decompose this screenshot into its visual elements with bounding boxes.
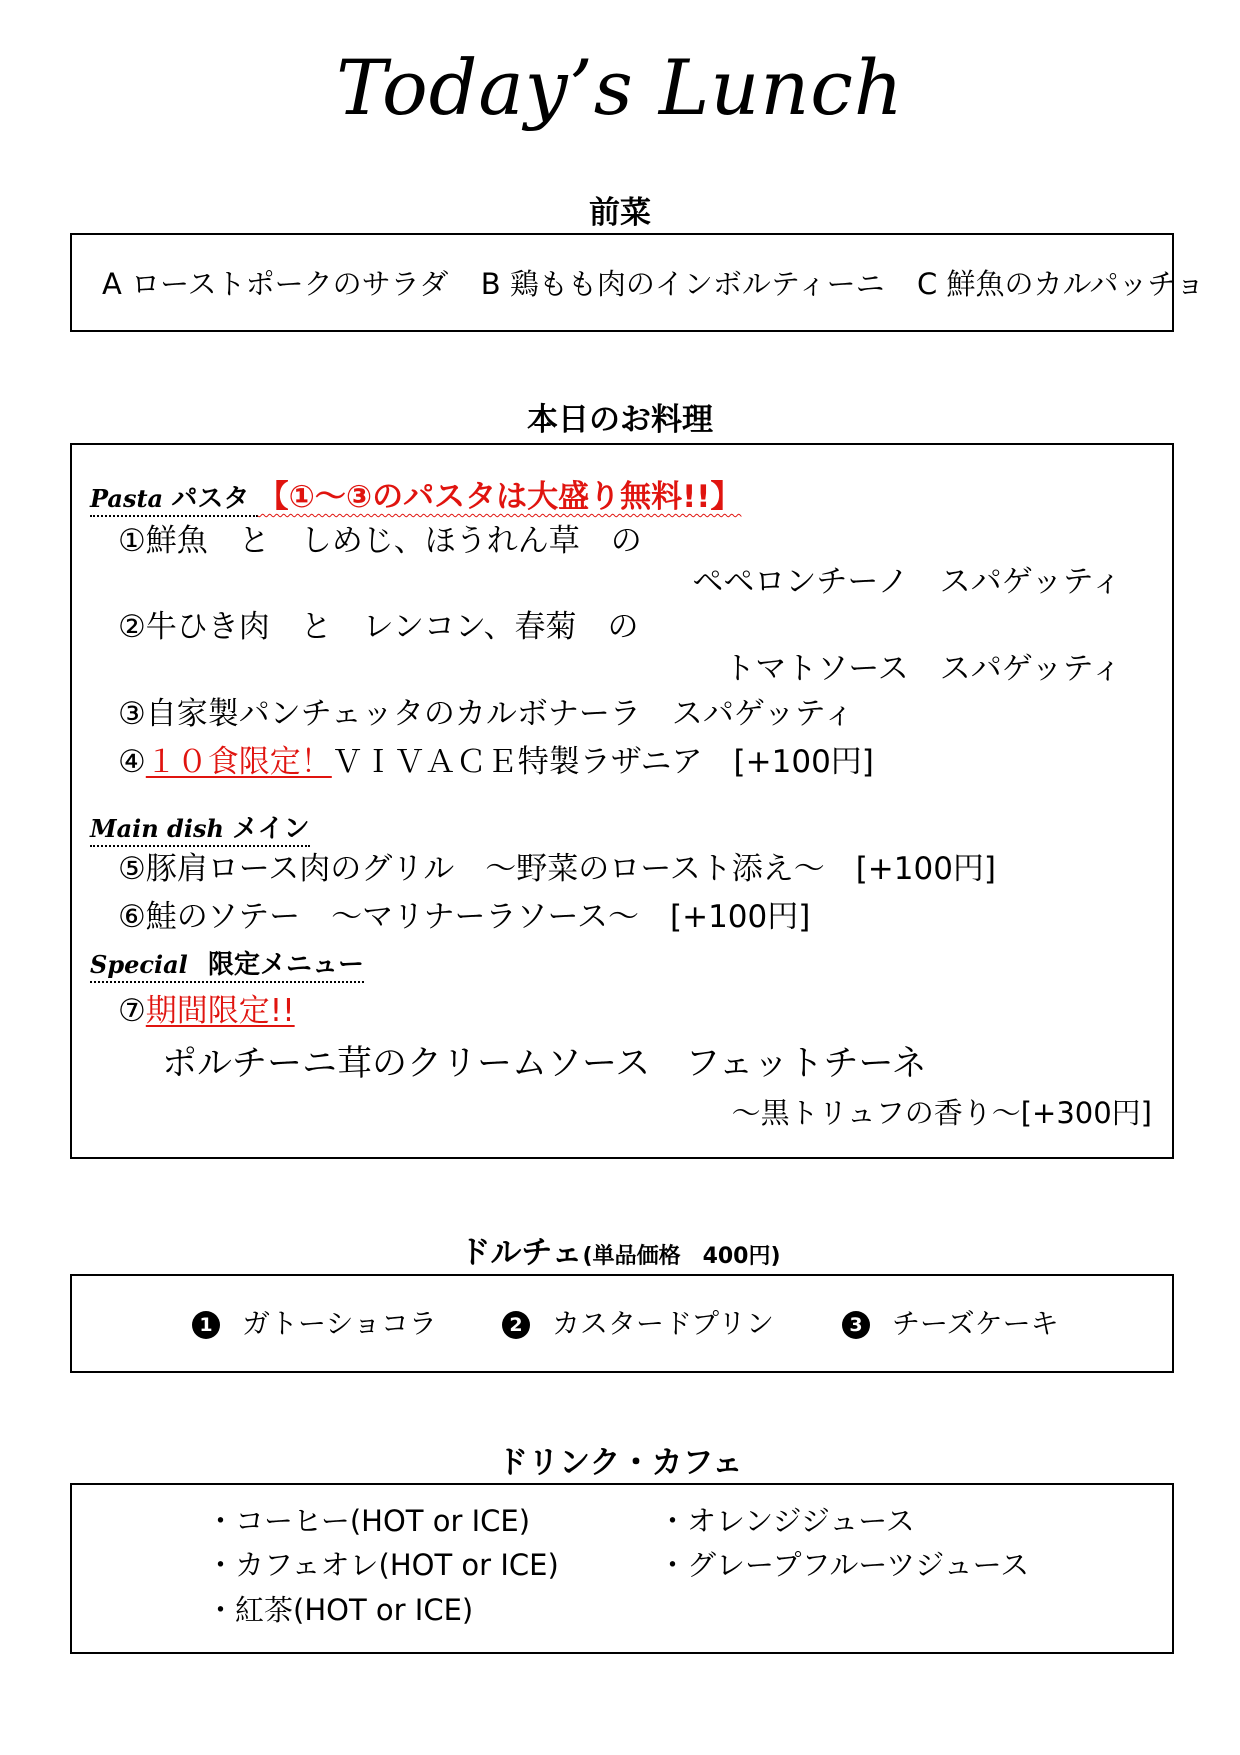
item-number: ①: [118, 523, 146, 559]
menu-item-4: [118, 742, 874, 782]
special-category-en: Special: [90, 950, 188, 979]
item-name: 鮭のソテー ～マリナーラソース～ [+100円]: [145, 899, 811, 935]
drinks-heading: ドリンク・カフェ: [497, 1445, 743, 1481]
page-title: Today’s Lunch: [336, 43, 904, 132]
main-category-ja: メイン: [232, 814, 310, 844]
pasta-category-ja: パスタ: [171, 484, 250, 514]
drinks-box: [70, 1483, 1174, 1654]
special-item-name: ポルチーニ茸のクリームソース フェットチーネ: [162, 1044, 927, 1084]
number-3-icon: 3: [842, 1311, 870, 1339]
dolce-price-note: (単品価格 400円): [582, 1244, 781, 1269]
dolce-heading: ドルチェ: [459, 1235, 583, 1271]
menu-item-6: [118, 897, 810, 937]
menu-item-7: [118, 991, 295, 1031]
drink-item: ・カフェオレ(HOT or ICE): [206, 1548, 559, 1582]
special-category-label: [90, 950, 364, 983]
item-name: 鮮魚 と しめじ、ほうれん草 の: [145, 523, 642, 559]
pasta-promo: 【①～③のパスタは大盛り無料!!】: [257, 479, 742, 515]
menu-item-3: [118, 694, 854, 734]
dolce-item: [842, 1306, 1059, 1342]
menu-item-5: [118, 849, 996, 889]
item-number: ③: [118, 696, 146, 732]
number-2-icon: 2: [502, 1311, 530, 1339]
drink-item: ・オレンジジュース: [658, 1504, 915, 1538]
dolce-item: [502, 1306, 774, 1342]
limited-badge: 期間限定!!: [145, 993, 295, 1029]
number-1-icon: 1: [192, 1311, 220, 1339]
special-category-ja: 限定メニュー: [208, 950, 365, 980]
appetizer-item: 鮮魚のカルパッチョ: [946, 267, 1205, 301]
appetizer-box: [70, 233, 1205, 332]
pasta-category-row: [90, 477, 741, 517]
dolce-box: [70, 1274, 1174, 1373]
item-name: 自家製パンチェッタのカルボナーラ スパゲッティ: [145, 696, 855, 732]
item-number: ②: [118, 609, 146, 645]
appetizer-letter: A: [102, 267, 122, 301]
appetizer-list: [102, 264, 1205, 304]
today-box: [70, 443, 1174, 1159]
menu-item-2-subline: トマトソース スパゲッティ: [724, 651, 1122, 687]
appetizer-letter: B: [480, 267, 501, 301]
item-name: 豚肩ロース肉のグリル ～野菜のロースト添え～ [+100円]: [145, 851, 997, 887]
drink-item: ・紅茶(HOT or ICE): [206, 1593, 474, 1627]
main-category-en: Main dish: [90, 814, 224, 843]
item-name: 牛ひき肉 と レンコン、春菊 の: [145, 609, 639, 645]
main-category-row: [90, 812, 310, 846]
today-heading: 本日のお料理: [527, 402, 713, 438]
special-category-row: [90, 948, 364, 982]
item-number: ④: [118, 744, 146, 780]
item-number: ⑦: [118, 993, 146, 1029]
appetizer-item: 鶏もも肉のインボルティーニ: [509, 267, 885, 301]
pasta-category-label: [90, 484, 258, 517]
menu-item-1-subline: ペペロンチーノ スパゲッティ: [692, 564, 1122, 600]
dolce-item-name: カスタードプリン: [552, 1307, 775, 1340]
item-number: ⑤: [118, 851, 146, 887]
dolce-heading-row: [0, 1233, 1240, 1277]
item-name: ＶＩＶＡＣＥ特製ラザニア [+100円]: [331, 744, 874, 780]
dolce-item-name: ガトーショコラ: [242, 1307, 437, 1340]
item-number: ⑥: [118, 899, 146, 935]
appetizer-heading: 前菜: [589, 195, 651, 231]
appetizer-letter: C: [917, 267, 938, 301]
main-category-label: [90, 814, 310, 847]
appetizer-item: ローストポークのサラダ: [131, 267, 449, 301]
menu-item-2: [118, 607, 639, 647]
special-item-sub: ～黒トリュフの香り～[+300円]: [731, 1096, 1152, 1130]
drink-item: ・コーヒー(HOT or ICE): [206, 1504, 531, 1538]
menu-item-1: [118, 521, 642, 561]
dolce-item: [192, 1306, 437, 1342]
limited-badge: １０食限定！: [145, 744, 332, 780]
dolce-item-name: チーズケーキ: [892, 1307, 1059, 1340]
pasta-category-en: Pasta: [90, 484, 164, 513]
drink-item: ・グレープフルーツジュース: [658, 1548, 1030, 1582]
